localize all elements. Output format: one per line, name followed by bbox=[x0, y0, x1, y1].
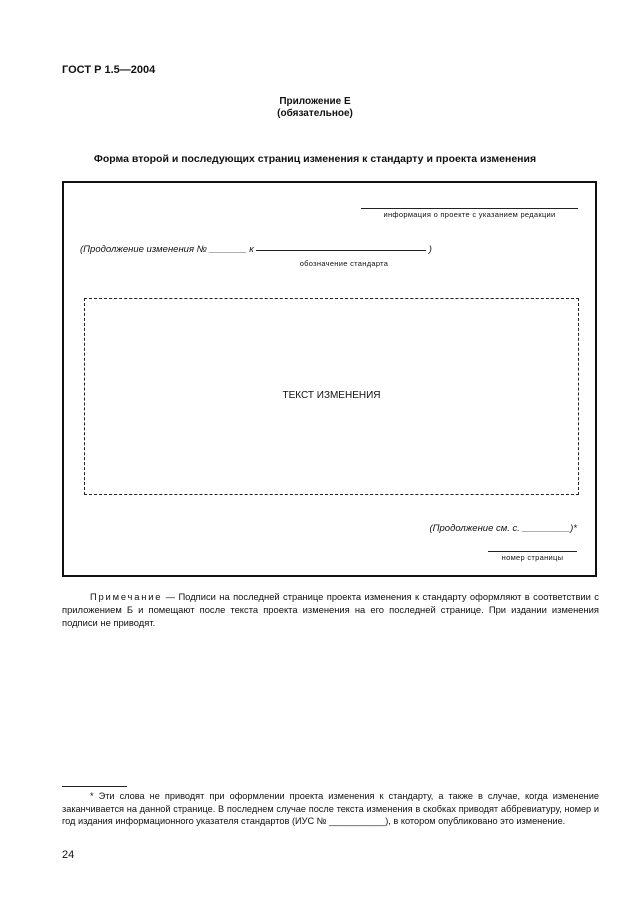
document-header: ГОСТ Р 1.5—2004 bbox=[62, 64, 156, 76]
project-info-caption: информация о проекте с указанием редакции bbox=[383, 210, 556, 219]
note-paragraph bbox=[62, 590, 599, 629]
footnote-text: * Эти слова не приводят при оформлении проекта изменения к стандарту, а также в случае, когда изменение заканчивается на данной странице. В последнем случае после текста изменения в скобках приводят аббревиатуру, номер и год издания информационного указателя стандартов (ИУС № ___________), в котором опубликовано это изменение. bbox=[62, 791, 599, 826]
form-frame bbox=[62, 181, 597, 577]
continuation-suffix: ) bbox=[428, 244, 432, 255]
form-title: Форма второй и последующих страниц изменения к стандарту и проекта изменения bbox=[93, 153, 537, 165]
continued-see-page: (Продолжение см. с. _________)* bbox=[429, 523, 577, 534]
appendix-title: Приложение Е bbox=[279, 96, 351, 107]
continuation-prefix: (Продолжение изменения № _______ к bbox=[80, 244, 254, 255]
change-text-area bbox=[84, 298, 579, 495]
note-label: Примечание bbox=[90, 591, 163, 602]
standard-designation-line bbox=[256, 250, 426, 251]
change-text-label: ТЕКСТ ИЗМЕНЕНИЯ bbox=[282, 390, 381, 401]
appendix-status: (обязательное) bbox=[277, 108, 353, 119]
page-number-line bbox=[488, 551, 577, 552]
standard-caption: обозначение стандарта bbox=[299, 259, 389, 268]
project-info-line bbox=[361, 208, 578, 209]
footnote-separator bbox=[62, 786, 127, 787]
footnote bbox=[62, 790, 599, 828]
note-text: — Подписи на последней странице проекта изменения к стандарту оформляют в соответствии с приложением Б и помещают после текста проекта изменения на его последней странице. При издании изменения подписи не приводят. bbox=[62, 591, 599, 628]
continuation-heading bbox=[80, 244, 432, 255]
page-number: 24 bbox=[62, 849, 75, 861]
page-number-caption: номер страницы bbox=[501, 553, 564, 562]
